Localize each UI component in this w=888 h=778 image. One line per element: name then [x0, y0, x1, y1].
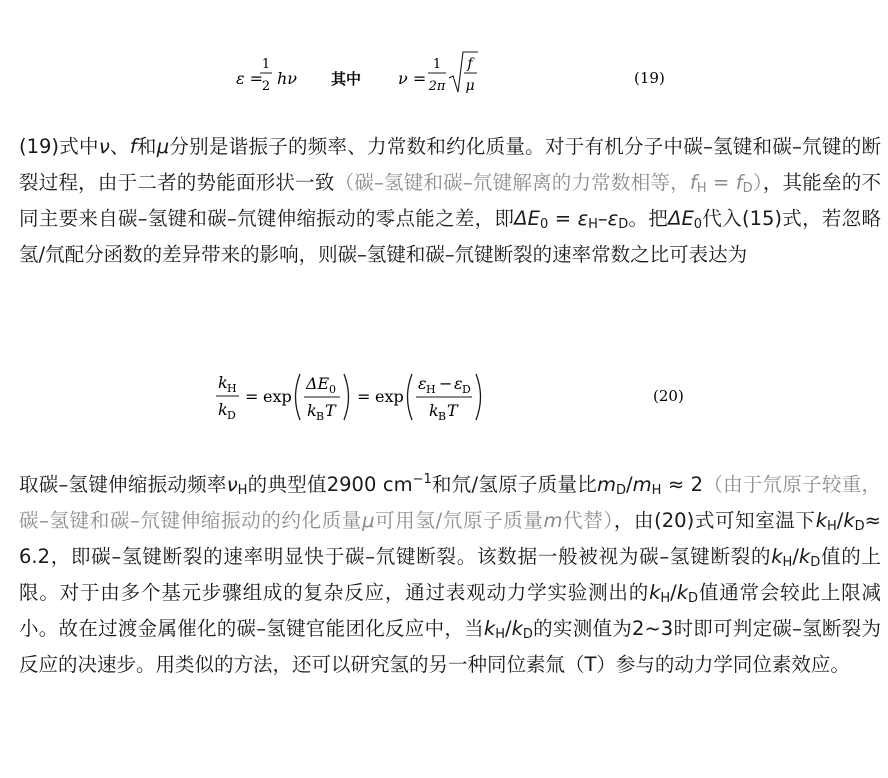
- p2-k6: k: [676, 581, 689, 604]
- eq19-where: 其中: [331, 70, 362, 88]
- p2-slash-1: /: [836, 509, 844, 532]
- p1-delta-E-2-sub: 0: [693, 217, 703, 232]
- p2-gray-note-2: 可用氢/氘原子质量: [374, 509, 544, 532]
- p1-equals-2: =: [548, 207, 578, 230]
- p2-k4-sub: D: [810, 555, 821, 570]
- p2-k7-sub: H: [495, 627, 505, 642]
- eq20-kD: k: [218, 400, 228, 419]
- eq20-kB-2: k: [429, 401, 439, 420]
- eq20-eps-H: ε: [418, 374, 427, 393]
- eq20-paren-open-2: [408, 374, 413, 420]
- p2-slash-3: /: [670, 581, 677, 604]
- equation-20-number: (20): [653, 387, 684, 405]
- eq19-sqrt-denominator: μ: [465, 78, 475, 94]
- p1-gray-note-1: （碳–氢键和碳–氘键解离的力常数相等，: [334, 171, 690, 194]
- p1-delta-E-sub: 0: [539, 217, 549, 232]
- p1-eps-D: ε: [607, 207, 619, 230]
- eq20-paren-open-1: [296, 374, 301, 420]
- p2-k3: k: [771, 545, 783, 568]
- p1-eps-D-sub: D: [618, 217, 629, 232]
- eq20-paren-close-1: [344, 374, 349, 420]
- p2-k2-sub: D: [854, 519, 865, 534]
- p2-k3-sub: H: [782, 555, 793, 570]
- p2-mu: μ: [362, 509, 375, 532]
- p1-nu: ν: [98, 135, 110, 158]
- p1-minus: –: [597, 207, 608, 230]
- p1-eps-H: ε: [577, 207, 589, 230]
- eq19-sqrt-numerator: f: [467, 56, 473, 72]
- p2-sup: −1: [412, 472, 432, 487]
- p1-text-3: ，其能垒的不同主要来自碳–氢键和碳–氘键伸缩振动的零点能之差，即: [19, 171, 881, 230]
- p2-text-3: 和氘/氢原子质量比: [431, 473, 597, 496]
- equation-20-formula: [0, 352, 888, 442]
- p1-fD-sub: D: [742, 181, 753, 196]
- eq20-equals-1: =: [245, 387, 259, 406]
- p1-text-2: 分别是谐振子的频率、力常数和约化质量。对于有机分子中碳–氢键和碳–氘键的断裂过程，由于二者的势能面形状一致: [19, 135, 881, 194]
- p2-text-6: ≈ 6.2，即碳–氢键断裂的速率明显快于碳–氘键断裂。该数据一般被视为碳–氢键断裂的: [19, 509, 881, 568]
- p1-text-4: 。把: [628, 207, 669, 230]
- p2-mH-sub: H: [651, 483, 662, 498]
- p1-delta-E: ΔE: [514, 207, 540, 230]
- eq19-lhs: ε =: [236, 69, 264, 88]
- eq19-frac-denominator: 2π: [428, 79, 446, 94]
- p2-k7: k: [483, 617, 496, 640]
- equation-20: [0, 352, 888, 442]
- eq20-kB: k: [307, 401, 317, 420]
- eq20-exp-2: exp: [375, 387, 404, 406]
- eq19-half-numerator: 1: [261, 57, 271, 72]
- equation-19: [0, 20, 888, 110]
- p2-mH: m: [632, 473, 652, 496]
- eq20-minus: −: [439, 374, 453, 393]
- p2-k1: k: [815, 509, 827, 532]
- p1-f: f: [129, 135, 137, 158]
- p2-mD-sub: D: [616, 483, 627, 498]
- p2-k6-sub: D: [688, 591, 699, 606]
- p1-gray-note-2: ）: [752, 171, 763, 194]
- p1-and: 和: [136, 135, 157, 158]
- p1-text-5: 代入(15)式，若忽略氢/氘配分函数的差异带来的影响，则碳–氢键和碳–氘键断裂的速率常数之比可表达为: [19, 207, 881, 266]
- p1-delta-E-2: ΔE: [668, 207, 694, 230]
- eq20-T: T: [325, 401, 336, 420]
- eq20-kB-sub: B: [316, 410, 325, 423]
- eq20-eps-D: ε: [454, 374, 463, 393]
- p2-k8: k: [511, 617, 523, 640]
- p2-slash-2: /: [792, 545, 799, 568]
- p2-m: m: [543, 509, 563, 532]
- p2-k5-sub: H: [660, 591, 671, 606]
- p2-text-4: ≈ 2: [661, 473, 704, 496]
- p2-text-5: ，由(20)式可知室温下: [613, 509, 816, 532]
- equation-19-number: (19): [634, 69, 665, 87]
- eq19-nu: ν =: [398, 69, 427, 88]
- p2-gray-note-3: 代替）: [562, 509, 614, 532]
- p1-fD: f: [735, 171, 743, 194]
- eq19-frac-numerator: 1: [432, 57, 442, 72]
- p1-sep: 、: [109, 135, 130, 158]
- p2-text-9: 的实测值为2~3时即可判定碳–氢断裂为反应的决速步。用类似的方法，还可以研究氢的另一种同位素氚（T）参与的动力学同位素效应。: [19, 617, 881, 676]
- p2-k2: k: [843, 509, 855, 532]
- p2-nu-H-sub: H: [237, 483, 248, 498]
- p1-equals: =: [706, 171, 736, 194]
- eq20-T-2: T: [447, 401, 458, 420]
- p2-nu-H: ν: [226, 473, 238, 496]
- p2-k8-sub: D: [522, 627, 533, 642]
- eq20-delta-E-sub: 0: [329, 383, 336, 396]
- p2-k1-sub: H: [826, 519, 837, 534]
- p2-k4: k: [798, 545, 811, 568]
- paragraph-1: [19, 129, 881, 273]
- p2-gray-note-1: （由于氘原子较重，碳–氢键和碳–氘键伸缩振动的约化质量: [19, 473, 881, 532]
- eq20-equals-2: =: [357, 387, 371, 406]
- p1-eps-H-sub: H: [588, 217, 598, 232]
- p2-text-8: 值通常会较此上限减小。故在过渡金属催化的碳–氢键官能团化反应中，当: [19, 581, 881, 640]
- eq20-paren-close-2: [476, 374, 481, 420]
- eq20-kD-sub: D: [227, 409, 236, 422]
- p2-text-1: 取碳–氢键伸缩振动频率: [19, 473, 227, 496]
- p2-text-2: 的典型值2900 cm: [247, 473, 413, 496]
- eq20-exp-1: exp: [263, 387, 292, 406]
- eq20-eps-H-sub: H: [426, 383, 436, 396]
- p1-mu: μ: [156, 135, 170, 158]
- eq19-hv: hν: [277, 69, 298, 88]
- paragraph-2: [19, 467, 881, 683]
- p2-slash-4: /: [504, 617, 512, 640]
- p2-slash: /: [626, 473, 633, 496]
- eq19-half-denominator: 2: [261, 79, 271, 94]
- eq20-eps-D-sub: D: [462, 383, 471, 396]
- p2-mD: m: [597, 473, 616, 496]
- p1-fH-sub: H: [696, 181, 707, 196]
- p1-text-1: (19)式中: [19, 135, 99, 158]
- eq20-delta-E: ΔE: [306, 374, 330, 393]
- eq20-kB-2-sub: B: [438, 410, 447, 423]
- eq20-kH: k: [218, 373, 228, 392]
- p2-text-7: 值的上限。对于由多个基元步骤组成的复杂反应，通过表观动力学实验测出的: [19, 545, 881, 604]
- eq20-kH-sub: H: [227, 382, 237, 395]
- p2-k5: k: [649, 581, 661, 604]
- p1-fH: f: [689, 171, 697, 194]
- equation-19-formula: [0, 20, 888, 100]
